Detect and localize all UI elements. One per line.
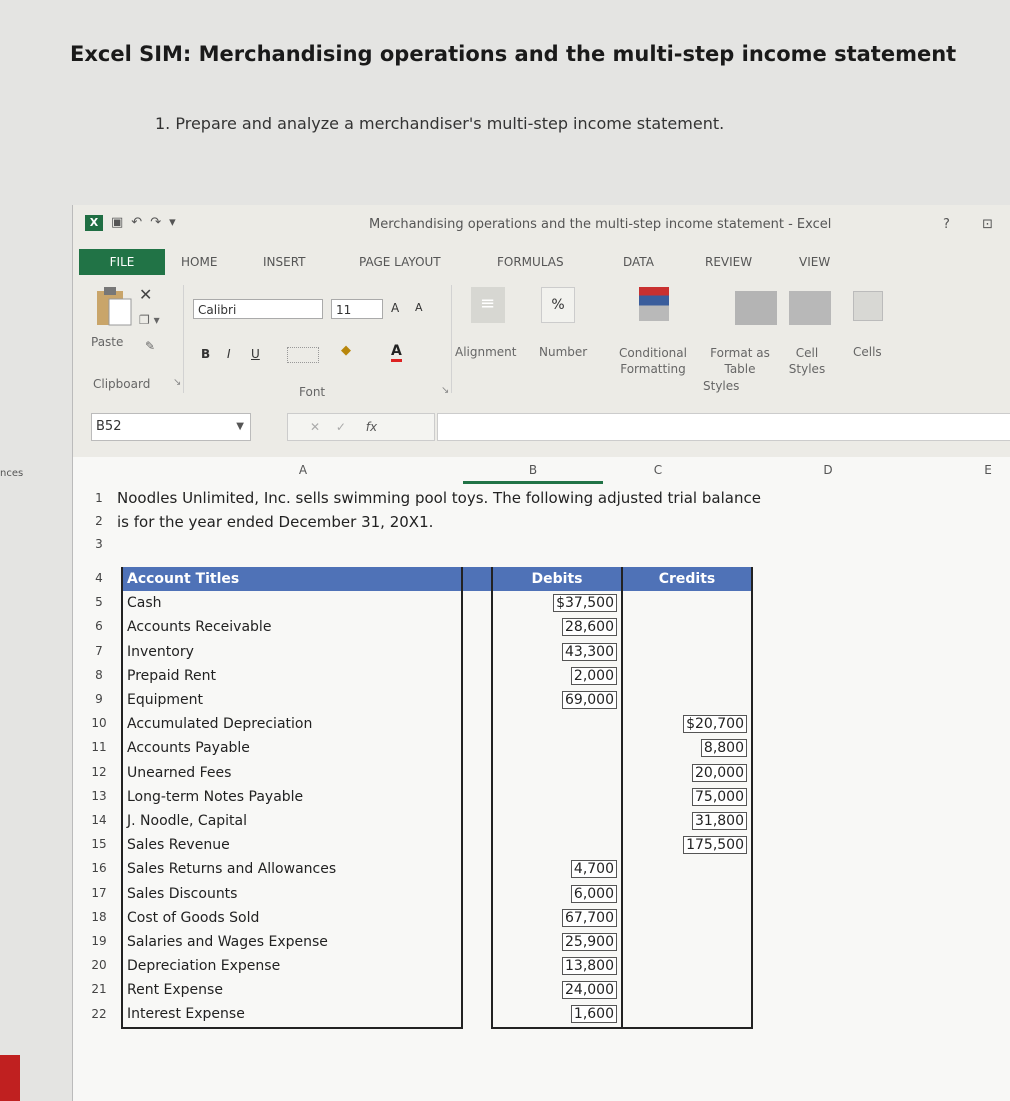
- debit-value: 28,600: [562, 618, 617, 636]
- table-row: [122, 881, 752, 905]
- debit-value: 4,700: [571, 860, 617, 878]
- account-title-cell[interactable]: Salaries and Wages Expense: [122, 930, 462, 954]
- font-size-box[interactable]: 11: [331, 299, 383, 319]
- account-title-cell[interactable]: Equipment: [122, 688, 462, 712]
- row-header[interactable]: 9: [95, 692, 103, 706]
- row-header[interactable]: 16: [91, 861, 107, 876]
- account-title-cell[interactable]: Accounts Receivable: [122, 615, 462, 639]
- trial-balance-table: [121, 567, 753, 1029]
- credit-cell[interactable]: [622, 712, 752, 736]
- alignment-button[interactable]: Alignment: [455, 345, 517, 359]
- page-title: Excel SIM: Merchandising operations and the multi-step income statement: [70, 42, 957, 66]
- debit-cell[interactable]: [492, 640, 622, 664]
- account-title-cell[interactable]: Sales Revenue: [122, 833, 462, 857]
- row-header[interactable]: 22: [91, 1006, 107, 1021]
- credit-cell[interactable]: [622, 736, 752, 760]
- excel-logo-icon: X: [85, 215, 103, 231]
- name-box-value: B52: [96, 419, 122, 434]
- window-title: Merchandising operations and the multi-step income statement - Excel: [369, 217, 832, 232]
- debit-cell[interactable]: [492, 906, 622, 930]
- alignment-icon[interactable]: [471, 287, 505, 323]
- number-format-icon[interactable]: %: [541, 287, 575, 323]
- ribbon-tabs: [73, 249, 1010, 275]
- cancel-icon[interactable]: ✕: [310, 420, 321, 434]
- gap-cell: [462, 640, 492, 664]
- row-header[interactable]: 6: [95, 619, 103, 634]
- conditional-formatting-icon[interactable]: [639, 287, 669, 321]
- table-header-row: [122, 567, 752, 591]
- table-row: [122, 954, 752, 978]
- debit-value: 67,700: [562, 909, 617, 927]
- format-as-table-icon[interactable]: [735, 291, 777, 325]
- cells-icon[interactable]: [853, 291, 883, 321]
- account-title-cell[interactable]: Unearned Fees: [122, 761, 462, 785]
- selected-column-marker: [463, 481, 603, 484]
- help-icon[interactable]: ?: [943, 217, 950, 232]
- gap-cell: [462, 1002, 492, 1027]
- account-title-cell[interactable]: Depreciation Expense: [122, 954, 462, 978]
- cells-button[interactable]: Cells: [853, 345, 882, 359]
- row-header[interactable]: 4: [95, 571, 103, 585]
- debit-cell[interactable]: [492, 712, 622, 736]
- italic-button[interactable]: I: [227, 347, 231, 361]
- debit-cell[interactable]: [492, 881, 622, 905]
- formula-input[interactable]: [437, 413, 1010, 441]
- table-row: [122, 761, 752, 785]
- gap-cell: [462, 881, 492, 905]
- row-header[interactable]: 17: [91, 885, 107, 900]
- debits-header[interactable]: Debits: [492, 567, 622, 591]
- gap-cell: [462, 615, 492, 639]
- table-row: [122, 736, 752, 760]
- row-header[interactable]: 5: [95, 595, 103, 610]
- debit-cell[interactable]: [492, 761, 622, 785]
- table-row: [122, 930, 752, 954]
- debit-value: 6,000: [571, 885, 617, 903]
- clipboard-launcher-icon[interactable]: ↘: [173, 377, 182, 388]
- table-row: [122, 857, 752, 881]
- gap-cell: [462, 978, 492, 1002]
- format-painter-icon[interactable]: ✎: [145, 339, 156, 353]
- gap-cell: [462, 785, 492, 809]
- tab-data[interactable]: DATA: [623, 255, 654, 269]
- debit-cell[interactable]: [492, 591, 622, 615]
- credit-cell[interactable]: [622, 688, 752, 712]
- row-header[interactable]: 11: [91, 740, 107, 755]
- fill-color-icon[interactable]: ◆: [341, 343, 351, 358]
- credit-cell[interactable]: [622, 930, 752, 954]
- account-title-cell[interactable]: Accounts Payable: [122, 736, 462, 760]
- chevron-down-icon[interactable]: ▼: [236, 421, 244, 432]
- table-row: [122, 809, 752, 833]
- cell-styles-button[interactable]: Cell Styles: [788, 346, 826, 376]
- cut-icon[interactable]: ✕: [139, 285, 153, 304]
- credit-cell[interactable]: [622, 809, 752, 833]
- title-bar: [73, 205, 1010, 245]
- row-header[interactable]: 10: [91, 716, 107, 731]
- instruction-text: 1. Prepare and analyze a merchandiser's multi-step income statement.: [155, 114, 725, 133]
- credit-value: 31,800: [692, 812, 747, 830]
- save-icon[interactable]: ▣: [111, 215, 124, 230]
- account-title-cell[interactable]: Cash: [122, 591, 462, 615]
- credit-value: 20,000: [692, 764, 747, 782]
- account-title-cell[interactable]: Accumulated Depreciation: [122, 712, 462, 736]
- number-button[interactable]: Number: [539, 345, 588, 359]
- table-row: [122, 1002, 752, 1027]
- debit-value: 25,900: [562, 933, 617, 951]
- row-header[interactable]: 21: [91, 982, 107, 997]
- row-header[interactable]: 18: [91, 909, 107, 924]
- table-row: [122, 712, 752, 736]
- paste-button[interactable]: Paste: [91, 335, 124, 349]
- debit-cell[interactable]: [492, 736, 622, 760]
- customize-qat-icon[interactable]: ▾: [169, 215, 176, 230]
- credit-value: 75,000: [692, 788, 747, 806]
- account-title-cell[interactable]: Prepaid Rent: [122, 664, 462, 688]
- borders-button[interactable]: [287, 347, 319, 363]
- red-marker: [0, 1055, 20, 1101]
- table-row: [122, 906, 752, 930]
- debit-cell[interactable]: [492, 857, 622, 881]
- gap-cell: [462, 664, 492, 688]
- gap-cell: [462, 857, 492, 881]
- formula-buttons: [287, 413, 435, 441]
- account-title-cell[interactable]: J. Noodle, Capital: [122, 809, 462, 833]
- font-name-box[interactable]: Calibri: [193, 299, 323, 319]
- credit-cell[interactable]: [622, 906, 752, 930]
- row-header[interactable]: 19: [91, 934, 107, 948]
- worksheet-grid[interactable]: [73, 457, 1010, 1101]
- column-header-d[interactable]: D: [823, 463, 833, 477]
- name-box[interactable]: [91, 413, 251, 441]
- styles-group-label: Styles: [703, 379, 740, 393]
- debit-value: $37,500: [553, 594, 617, 612]
- gap-cell: [462, 591, 492, 615]
- font-launcher-icon[interactable]: ↘: [441, 385, 450, 396]
- row-header[interactable]: 15: [91, 837, 107, 852]
- debit-cell[interactable]: [492, 785, 622, 809]
- ribbon-home: [73, 277, 1010, 401]
- window-controls: [915, 217, 993, 232]
- table-row: [122, 615, 752, 639]
- debit-cell[interactable]: [492, 978, 622, 1002]
- shrink-font-button[interactable]: A: [415, 301, 423, 314]
- paste-icon[interactable]: [95, 285, 133, 327]
- table-row: [122, 785, 752, 809]
- account-title-cell[interactable]: Rent Expense: [122, 978, 462, 1002]
- gap-cell: [462, 809, 492, 833]
- debit-value: 24,000: [562, 981, 617, 999]
- debit-cell[interactable]: [492, 833, 622, 857]
- credit-cell[interactable]: [622, 881, 752, 905]
- account-title-cell[interactable]: Inventory: [122, 640, 462, 664]
- note-line-1[interactable]: Noodles Unlimited, Inc. sells swimming pool toys. The following adjusted trial balance: [117, 489, 761, 507]
- tab-page-layout[interactable]: PAGE LAYOUT: [359, 255, 441, 269]
- row-header[interactable]: 13: [91, 788, 107, 803]
- credits-header[interactable]: Credits: [622, 567, 752, 591]
- quick-access-toolbar: [85, 215, 176, 231]
- tab-view[interactable]: VIEW: [799, 255, 831, 269]
- gap-cell: [462, 688, 492, 712]
- debit-cell[interactable]: [492, 954, 622, 978]
- enter-icon[interactable]: ✓: [335, 420, 346, 434]
- row-header[interactable]: 12: [91, 764, 107, 779]
- gap-cell: [462, 736, 492, 760]
- debit-value: 13,800: [562, 957, 617, 975]
- row-header[interactable]: 7: [95, 643, 103, 658]
- gap-cell: [462, 833, 492, 857]
- credit-cell[interactable]: [622, 664, 752, 688]
- credit-cell[interactable]: [622, 615, 752, 639]
- credit-cell[interactable]: [622, 591, 752, 615]
- debit-cell[interactable]: [492, 809, 622, 833]
- bold-button[interactable]: B: [201, 347, 211, 361]
- conditional-formatting-button[interactable]: Conditional Formatting: [619, 346, 687, 376]
- credit-value: 175,500: [683, 836, 747, 854]
- column-header-c[interactable]: C: [653, 463, 663, 477]
- account-title-cell[interactable]: Sales Returns and Allowances: [122, 857, 462, 881]
- undo-icon[interactable]: ↶: [131, 215, 143, 230]
- gap-cell: [462, 712, 492, 736]
- tab-file[interactable]: FILE: [79, 249, 165, 275]
- debit-cell[interactable]: [492, 664, 622, 688]
- clipboard-group-label: Clipboard: [93, 377, 151, 391]
- restore-icon[interactable]: ⊡: [982, 217, 993, 232]
- left-edge-text: nces: [0, 468, 24, 479]
- credit-cell[interactable]: [622, 978, 752, 1002]
- gap-cell: [462, 761, 492, 785]
- table-row: [122, 591, 752, 615]
- table-row: [122, 833, 752, 857]
- insert-function-button[interactable]: fx: [365, 420, 378, 434]
- note-line-2[interactable]: is for the year ended December 31, 20X1.: [117, 513, 434, 531]
- account-titles-header[interactable]: Account Titles: [122, 567, 462, 591]
- grow-font-button[interactable]: A: [391, 301, 400, 315]
- table-row: [122, 978, 752, 1002]
- debit-cell[interactable]: [492, 1002, 622, 1027]
- table-row: [122, 640, 752, 664]
- column-header-e[interactable]: E: [984, 463, 992, 477]
- row-header[interactable]: 3: [95, 537, 103, 551]
- tab-home[interactable]: HOME: [181, 255, 218, 269]
- credit-cell[interactable]: [622, 857, 752, 881]
- debit-cell[interactable]: [492, 688, 622, 712]
- row-header[interactable]: 14: [91, 813, 107, 827]
- row-header[interactable]: 2: [95, 514, 103, 528]
- credit-cell[interactable]: [622, 1002, 752, 1027]
- font-group-label: Font: [299, 385, 326, 399]
- gap-cell: [462, 954, 492, 978]
- credit-cell[interactable]: [622, 833, 752, 857]
- account-title-cell[interactable]: Sales Discounts: [122, 881, 462, 905]
- excel-window: [72, 205, 1010, 1101]
- font-color-button[interactable]: A: [391, 343, 402, 362]
- group-separator: [183, 285, 184, 393]
- group-separator: [451, 285, 452, 393]
- gap-cell: [462, 906, 492, 930]
- format-as-table-button[interactable]: Format as Table: [710, 346, 770, 376]
- table-row: [122, 664, 752, 688]
- column-header-b[interactable]: B: [528, 463, 538, 477]
- credit-cell[interactable]: [622, 785, 752, 809]
- debit-value: 43,300: [562, 643, 617, 661]
- row-header[interactable]: 8: [95, 667, 103, 682]
- row-header[interactable]: 1: [95, 491, 103, 505]
- debit-value: 2,000: [571, 667, 617, 685]
- tab-insert[interactable]: INSERT: [263, 255, 306, 269]
- underline-button[interactable]: U: [251, 347, 260, 361]
- account-title-cell[interactable]: Long-term Notes Payable: [122, 785, 462, 809]
- tab-formulas[interactable]: FORMULAS: [497, 255, 564, 269]
- credit-cell[interactable]: [622, 640, 752, 664]
- copy-icon[interactable]: ❐ ▾: [139, 313, 160, 327]
- credit-value: $20,700: [683, 715, 747, 733]
- gap-cell: [462, 930, 492, 954]
- tab-review[interactable]: REVIEW: [705, 255, 753, 269]
- table-row: [122, 688, 752, 712]
- credit-value: 8,800: [701, 739, 747, 757]
- account-title-cell[interactable]: Interest Expense: [122, 1002, 462, 1027]
- debit-value: 69,000: [562, 691, 617, 709]
- credit-cell[interactable]: [622, 761, 752, 785]
- gap-cell: [462, 567, 492, 591]
- formula-bar: [73, 405, 1010, 449]
- account-title-cell[interactable]: Cost of Goods Sold: [122, 906, 462, 930]
- cell-styles-icon[interactable]: [789, 291, 831, 325]
- debit-cell[interactable]: [492, 930, 622, 954]
- column-header-a[interactable]: A: [298, 463, 308, 477]
- redo-icon[interactable]: ↷: [150, 215, 162, 230]
- debit-value: 1,600: [571, 1005, 617, 1023]
- credit-cell[interactable]: [622, 954, 752, 978]
- row-header[interactable]: 20: [91, 958, 107, 973]
- debit-cell[interactable]: [492, 615, 622, 639]
